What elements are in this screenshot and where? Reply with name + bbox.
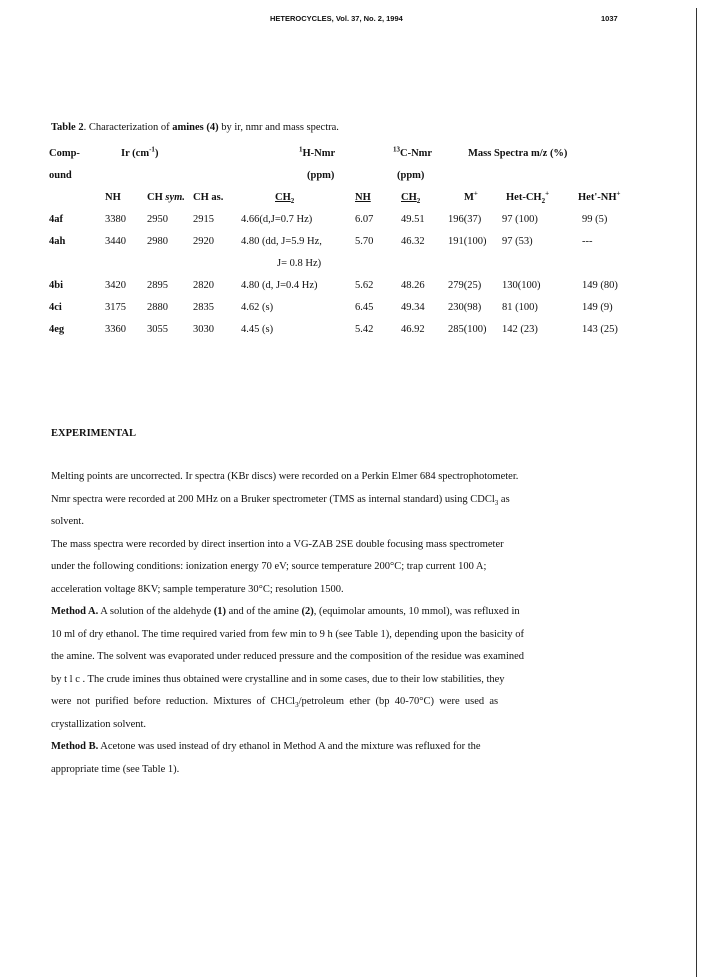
- cell-c-ch2: 49.51: [401, 213, 425, 225]
- header-ch-as: CH as.: [193, 191, 224, 203]
- paragraph-mass-2: under the following conditions: ionization energy 70 eV; source temperature 200°C; trap current 100 A;: [51, 561, 487, 572]
- paragraph-nmr-solvent: solvent.: [51, 516, 84, 527]
- header-het-nh: Het'-NH+: [578, 189, 621, 203]
- table-body: [49, 208, 638, 340]
- cell-ch-sym: 2880: [147, 301, 168, 313]
- paragraph-method-a-6: crystallization solvent.: [51, 718, 147, 730]
- header-c-nmr: $^{13}$C-Nmr: [393, 145, 433, 159]
- table-row: [49, 230, 638, 252]
- cell-compound: 4eg: [49, 323, 65, 335]
- cell-het-ch2: 142 (23): [502, 323, 538, 335]
- cell-ch2: 4.66(d,J=0.7 Hz): [241, 213, 313, 225]
- page-edge-line: [696, 8, 697, 977]
- page-number: 1037: [601, 14, 618, 23]
- table-row: [49, 318, 638, 340]
- paragraph-mass-3: acceleration voltage 8KV; sample temperature 30°C; resolution 1500.: [51, 583, 344, 595]
- cell-ch2: 4.62 (s): [241, 301, 274, 313]
- table-row: [49, 274, 638, 296]
- header-c-ch2: $CH_2$: [401, 191, 421, 205]
- table-header-row-1: [49, 142, 638, 164]
- cell-het-ch2: 97 (53): [502, 235, 533, 247]
- table-header-row-3: [49, 186, 638, 208]
- cell-h-nh: 5.70: [355, 235, 374, 247]
- cell-m-plus: [444, 252, 502, 274]
- table-caption-bold: amines (4): [172, 122, 219, 133]
- paragraph-method-a-3: the amine. The solvent was evaporated under reduced pressure and the composition of the residue was examined: [51, 651, 525, 662]
- cell-ch2: 4.45 (s): [241, 323, 274, 335]
- cell-compound: 4ah: [49, 235, 66, 247]
- cell-h-nh: 5.42: [355, 323, 374, 335]
- header-mass-spectra: Mass Spectra m/z (%): [468, 147, 568, 159]
- cell-ch-as: [193, 252, 241, 274]
- table-row: [49, 252, 638, 274]
- cell-het-ch2: 81 (100): [502, 301, 538, 313]
- cell-ch-as: 2820: [193, 279, 214, 291]
- table-header-row-2: [49, 164, 638, 186]
- cell-ch-sym: [147, 252, 193, 274]
- cell-c-ch2: 46.92: [401, 323, 425, 335]
- cell-compound: 4ci: [49, 301, 62, 313]
- cell-ch-sym: 2980: [147, 235, 168, 247]
- paragraph-method-a-2: 10 ml of dry ethanol. The time required varied from few min to 9 h (see Table 1), depending upon the basicity of: [51, 628, 524, 640]
- table-caption-label: Table 2: [51, 122, 84, 133]
- table-caption-text: . Characterization of: [83, 122, 173, 133]
- cell-ch2: 4.80 (dd, J=5.9 Hz,: [241, 235, 322, 247]
- paragraph-method-a-1: Method A. A solution of the aldehyde (1) and of the amine (2), (equimolar amounts, 10 mmol), was refluxed in: [51, 606, 520, 617]
- cell-c-ch2: 49.34: [401, 301, 425, 313]
- cell-ch-sym: 2950: [147, 213, 168, 225]
- cell-ch-as: 3030: [193, 323, 214, 335]
- header-compound-a: Comp-: [49, 147, 80, 159]
- cell-h-nh: 6.07: [355, 213, 374, 225]
- paragraph-mass-1: The mass spectra were recorded by direct insertion into a VG-ZAB 2SE double focusing mass spectrometer: [51, 538, 504, 550]
- cell-compound: 4af: [49, 213, 63, 225]
- header-ch2: $CH_2$: [275, 191, 295, 205]
- paragraph-nmr: Nmr spectra were recorded at 200 MHz on a Bruker spectrometer (TMS as internal standard) using CDCl$_3$ as: [51, 493, 510, 507]
- header-nh: NH: [105, 191, 121, 203]
- cell-nh: 3420: [105, 279, 126, 291]
- cell-het-nh: 99 (5): [582, 213, 608, 225]
- cell-ch-sym: 2895: [147, 279, 168, 291]
- cell-nh: 3360: [105, 323, 126, 335]
- cell-het-nh: 149 (80): [582, 279, 618, 291]
- table-row: [49, 296, 638, 318]
- header-h-nmr: $^1$H-Nmr: [299, 145, 336, 159]
- cell-nh: [105, 252, 147, 274]
- journal-citation: HETEROCYCLES, Vol. 37, No. 2, 1994: [270, 14, 403, 23]
- paragraph-melting-points: Melting points are uncorrected. Ir spectra (KBr discs) were recorded on a Perkin Elmer 684 spectrophotometer.: [51, 471, 519, 482]
- cell-ch-sym: 3055: [147, 323, 168, 335]
- header-m-plus: M+: [464, 189, 478, 203]
- table-caption-rest: by ir, nmr and mass spectra.: [218, 122, 339, 133]
- characterization-table: [49, 142, 638, 340]
- paragraph-method-b-1: Method B. Acetone was used instead of dry ethanol in Method A and the mixture was refluxed for the: [51, 741, 481, 752]
- cell-nh: 3440: [105, 235, 126, 247]
- header-compound-b: ound: [49, 169, 72, 181]
- cell-m-plus: 196(37): [448, 213, 482, 225]
- cell-m-plus: 230(98): [448, 301, 482, 313]
- header-h-nmr-unit: (ppm): [307, 169, 335, 181]
- section-heading: EXPERIMENTAL: [51, 428, 136, 439]
- cell-het-nh: 149 (9): [582, 301, 613, 313]
- cell-ch-as: 2915: [193, 213, 214, 225]
- cell-nh: 3380: [105, 213, 126, 225]
- cell-compound: 4bi: [49, 279, 64, 291]
- cell-compound: [49, 252, 105, 274]
- cell-ch2: 4.80 (d, J=0.4 Hz): [241, 279, 318, 291]
- cell-m-plus: 285(100): [448, 323, 487, 335]
- cell-nh: 3175: [105, 301, 126, 313]
- cell-h-nh: 5.62: [355, 279, 374, 291]
- header-h-nh: NH: [355, 191, 371, 203]
- experimental-body: [51, 466, 666, 781]
- cell-c-ch2: 48.26: [401, 279, 425, 291]
- cell-c-ch2: [393, 252, 444, 274]
- header-c-nmr-unit: (ppm): [397, 169, 425, 181]
- header-ch-sym: CH sym.: [147, 191, 185, 203]
- paragraph-method-a-5: were not purified before reduction. Mixtures of CHCl$_3$/petroleum ether (bp 40-70°C) were used as: [51, 696, 499, 710]
- cell-ch2: J= 0.8 Hz): [277, 257, 322, 269]
- cell-m-plus: 279(25): [448, 279, 482, 291]
- table-row: [49, 208, 638, 230]
- paragraph-method-b-2: appropriate time (see Table 1).: [51, 763, 180, 775]
- cell-h-nh: [355, 252, 393, 274]
- cell-het-nh: ---: [582, 235, 593, 247]
- cell-het-nh: [578, 252, 638, 274]
- cell-het-ch2: 130(100): [502, 279, 541, 291]
- cell-m-plus: 191(100): [448, 235, 487, 247]
- cell-ch-as: 2835: [193, 301, 214, 313]
- cell-het-nh: 143 (25): [582, 323, 618, 335]
- header-ir: Ir $(cm^{-1})$: [121, 145, 159, 159]
- header-het-ch2: Het-$CH_2^+$: [506, 189, 550, 205]
- cell-ch-as: 2920: [193, 235, 214, 247]
- cell-het-ch2: [502, 252, 578, 274]
- table-caption: [51, 122, 339, 133]
- cell-c-ch2: 46.32: [401, 235, 425, 247]
- paragraph-method-a-4: by t l c . The crude imines thus obtained were crystalline and in some cases, due to their low stabilities, they: [51, 673, 505, 685]
- cell-het-ch2: 97 (100): [502, 213, 538, 225]
- cell-h-nh: 6.45: [355, 301, 374, 313]
